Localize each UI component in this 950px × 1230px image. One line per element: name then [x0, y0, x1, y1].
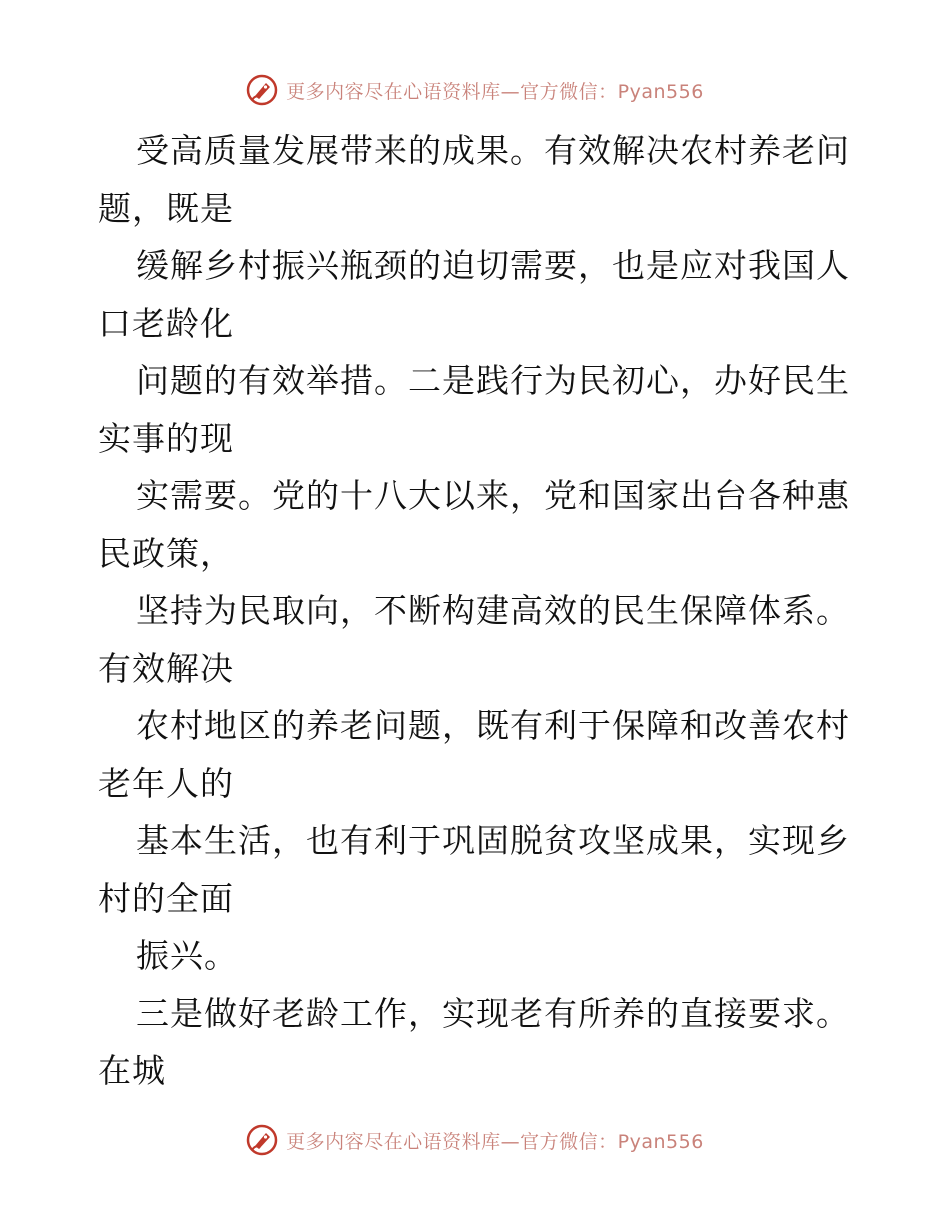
text-line: 实需要。党的十八大以来，党和国家出台各种惠	[136, 476, 850, 515]
text-line: 村的全面	[98, 878, 234, 918]
text-line: 有效解决	[98, 648, 234, 688]
text-line: 民政策，	[98, 533, 234, 573]
text-line: 问题的有效举措。二是践行为民初心，办好民生	[136, 361, 850, 400]
text-line: 在城	[98, 1051, 166, 1090]
pen-nib-logo-icon	[246, 74, 278, 106]
watermark-text: 更多内容尽在心语资料库—官方微信：Pyan556	[286, 1130, 704, 1153]
text-line: 实事的现	[98, 418, 234, 458]
pen-nib-logo-icon	[246, 1124, 278, 1156]
text-line: 坚持为民取向，不断构建高效的民生保障体系。	[136, 591, 850, 630]
text-line: 农村地区的养老问题，既有利于保障和改善农村	[136, 706, 850, 745]
watermark-text: 更多内容尽在心语资料库—官方微信：Pyan556	[286, 80, 704, 103]
document-body	[98, 122, 858, 1100]
text-line: 缓解乡村振兴瓶颈的迫切需要，也是应对我国人	[136, 246, 850, 285]
text-line: 受高质量发展带来的成果。有效解决农村养老问	[136, 131, 850, 170]
footer-watermark	[0, 1120, 950, 1160]
text-line: 题，既是	[98, 188, 234, 228]
text-line: 三是做好老龄工作，实现老有所养的直接要求。	[136, 993, 850, 1033]
text-line: 振兴。	[136, 936, 238, 975]
header-watermark	[0, 70, 950, 110]
text-line: 口老龄化	[98, 303, 234, 343]
text-line: 老年人的	[98, 763, 234, 803]
text-line: 基本生活，也有利于巩固脱贫攻坚成果，实现乡	[136, 821, 850, 860]
